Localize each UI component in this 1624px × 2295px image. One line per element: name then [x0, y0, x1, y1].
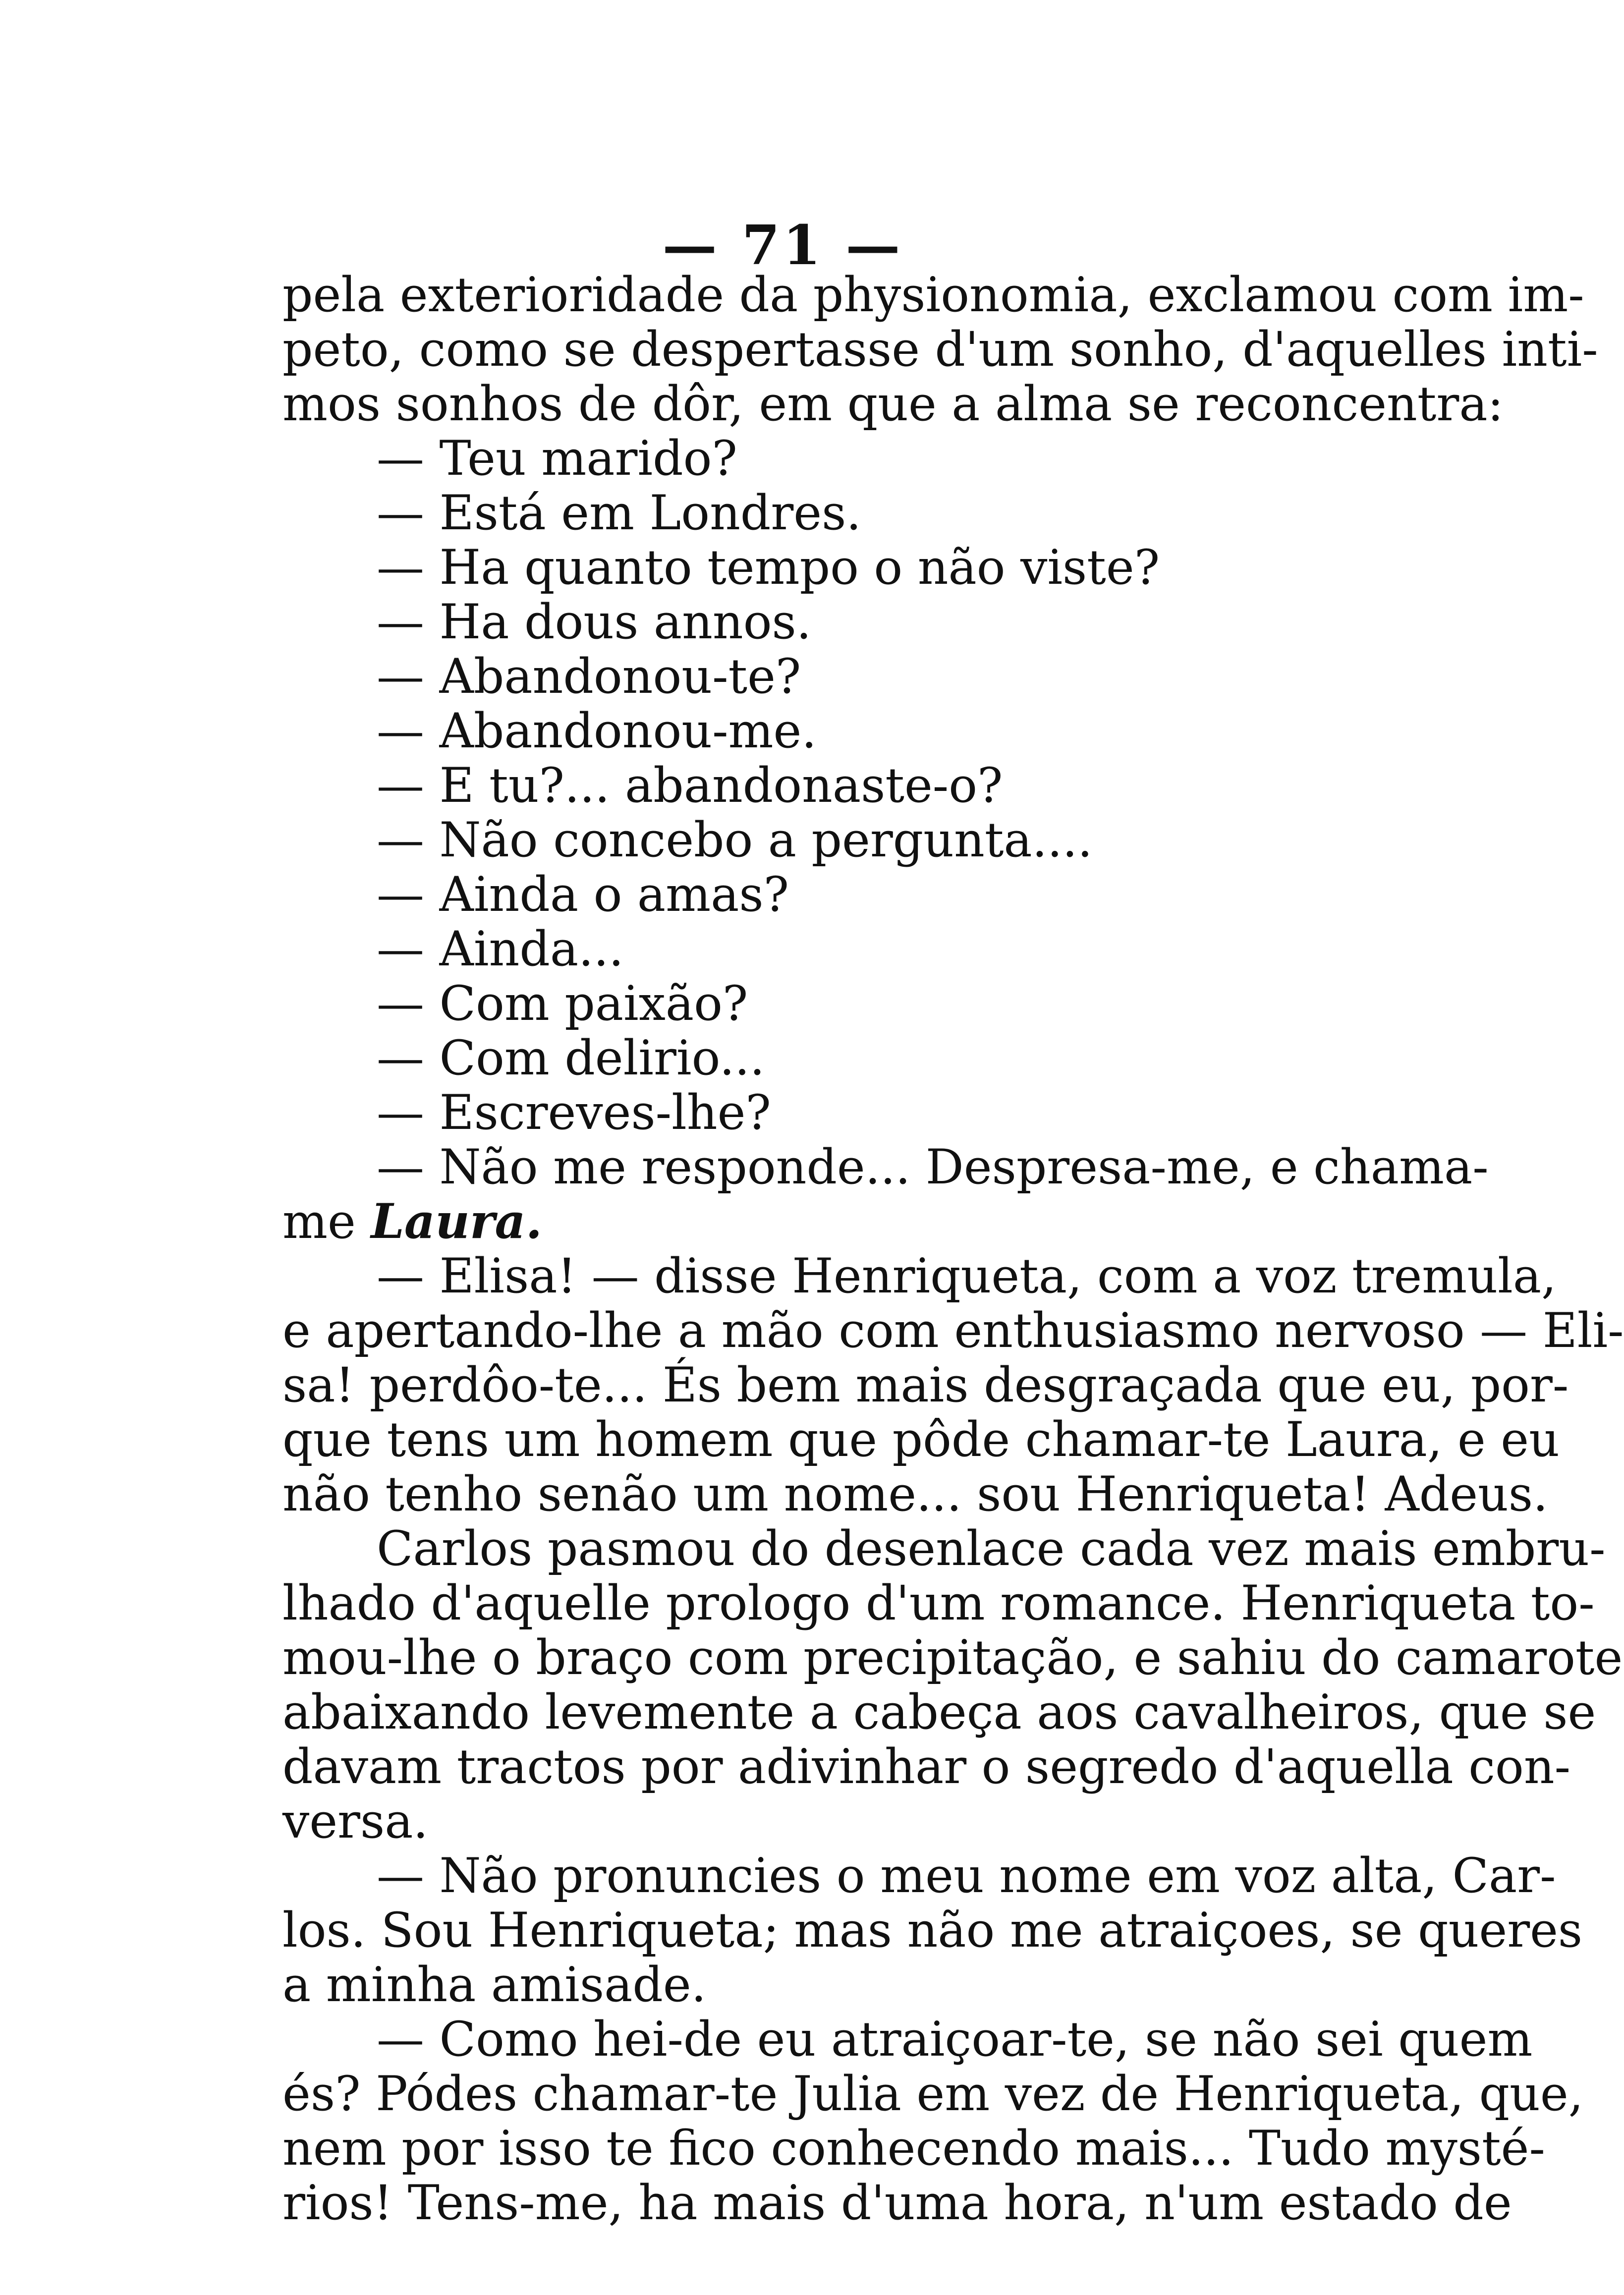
line-text: abaixando levemente a cabeça aos cavalheiros, que se — [282, 1684, 1596, 1740]
line-text: pela exterioridade da physionomia, exclamou com im- — [282, 267, 1584, 323]
line-text: sa! perdôo-te... És bem mais desgraçada que eu, por- — [282, 1357, 1569, 1413]
line-text: rios! Tens-me, ha mais d'uma hora, n'um estado de — [282, 2175, 1512, 2231]
line-text: nem por isso te fico conhecendo mais... Tudo mysté- — [282, 2121, 1545, 2176]
text-line — [282, 1684, 1596, 1740]
line-text: — E tu?... abandonaste-o? — [377, 758, 1003, 813]
text-line — [282, 758, 1264, 813]
text-line — [282, 1357, 1569, 1413]
italic-name: Laura. — [371, 1193, 543, 1249]
line-text: — Abandonou-te? — [377, 649, 801, 704]
line-text: — Está em Londres. — [377, 485, 861, 541]
line-text: — Ha quanto tempo o não viste? — [377, 540, 1160, 595]
line-text: mos sonhos de dôr, em que a alma se reconcentra: — [282, 376, 1504, 432]
line-text: a minha amisade. — [282, 1957, 707, 2013]
text-line — [282, 649, 1264, 704]
text-line — [282, 1521, 1606, 1576]
line-text: não tenho senão um nome... sou Henriqueta! Adeus. — [282, 1466, 1548, 1522]
text-line — [282, 376, 1504, 432]
line-text: versa. — [282, 1793, 428, 1849]
text-line — [282, 704, 1264, 758]
line-text: — Teu marido? — [377, 431, 737, 486]
text-line — [282, 1739, 1571, 1794]
text-line — [282, 1575, 1595, 1631]
text-line — [282, 1139, 1489, 1195]
line-text: — Como hei-de eu atraiçoar-te, se não sei quem — [377, 2012, 1533, 2067]
line-text: — Abandonou-me. — [377, 703, 817, 759]
text-line — [282, 1031, 1264, 1085]
text-line — [282, 1958, 1264, 2012]
line-text: — Com paixão? — [377, 976, 748, 1031]
text-line — [282, 2175, 1512, 2231]
line-text: és? Pódes chamar-te Julia em vez de Henriqueta, que, — [282, 2066, 1584, 2122]
line-text: e apertando-lhe a mão com enthusiasmo nervoso — Eli- — [282, 1303, 1624, 1358]
text-line — [282, 813, 1264, 867]
text-line — [282, 1630, 1623, 1685]
text-line — [282, 486, 1264, 540]
text-line — [282, 976, 1264, 1031]
text-line — [282, 1903, 1583, 1958]
line-text: — Não pronuncies o meu nome em voz alta, Car- — [377, 1848, 1556, 1903]
line-text: mou-lhe o braço com precipitação, e sahiu do camarote — [282, 1630, 1623, 1685]
line-text: — Não concebo a pergunta.... — [377, 812, 1093, 868]
text-line — [282, 2121, 1545, 2176]
text-line — [282, 2012, 1533, 2067]
text-line — [282, 1412, 1560, 1467]
text-line — [282, 267, 1584, 323]
line-text: — Escreves-lhe? — [377, 1085, 771, 1140]
line-text: Carlos pasmou do desenlace cada vez mais embru- — [377, 1521, 1606, 1576]
text-line — [282, 2066, 1584, 2122]
line-text: — Não me responde... Despresa-me, e chama- — [377, 1139, 1489, 1195]
text-line — [282, 922, 1264, 976]
line-text: me — [282, 1194, 371, 1249]
line-text: — Ainda o amas? — [377, 867, 789, 922]
body-text — [282, 267, 1624, 2231]
line-text: davam tractos por adivinhar o segredo d'aquella con- — [282, 1739, 1571, 1794]
text-line — [282, 1303, 1624, 1358]
line-text: peto, como se despertasse d'um sonho, d'aquelles inti- — [282, 322, 1598, 377]
text-line — [282, 1794, 1264, 1848]
line-text: — Ainda... — [377, 921, 624, 977]
text-line — [282, 867, 1264, 922]
text-line — [282, 1466, 1548, 1522]
line-text: — Ha dous annos. — [377, 594, 812, 650]
text-line — [282, 431, 1264, 486]
text-line — [282, 1248, 1557, 1304]
text-line — [282, 1085, 1264, 1140]
line-text: — Com delirio... — [377, 1030, 765, 1086]
text-line — [282, 595, 1264, 649]
line-text: que tens um homem que pôde chamar-te Laura, e eu — [282, 1412, 1560, 1467]
text-line — [282, 1848, 1556, 1903]
text-line — [282, 322, 1598, 377]
line-text: los. Sou Henriqueta; mas não me atraiçoes, se queres — [282, 1903, 1583, 1958]
page-number: — 71 — — [662, 213, 903, 277]
text-line — [282, 1194, 1264, 1249]
text-line — [282, 540, 1264, 595]
line-text: lhado d'aquelle prologo d'um romance. Henriqueta to- — [282, 1575, 1595, 1631]
line-text: — Elisa! — disse Henriqueta, com a voz tremula, — [377, 1248, 1557, 1304]
